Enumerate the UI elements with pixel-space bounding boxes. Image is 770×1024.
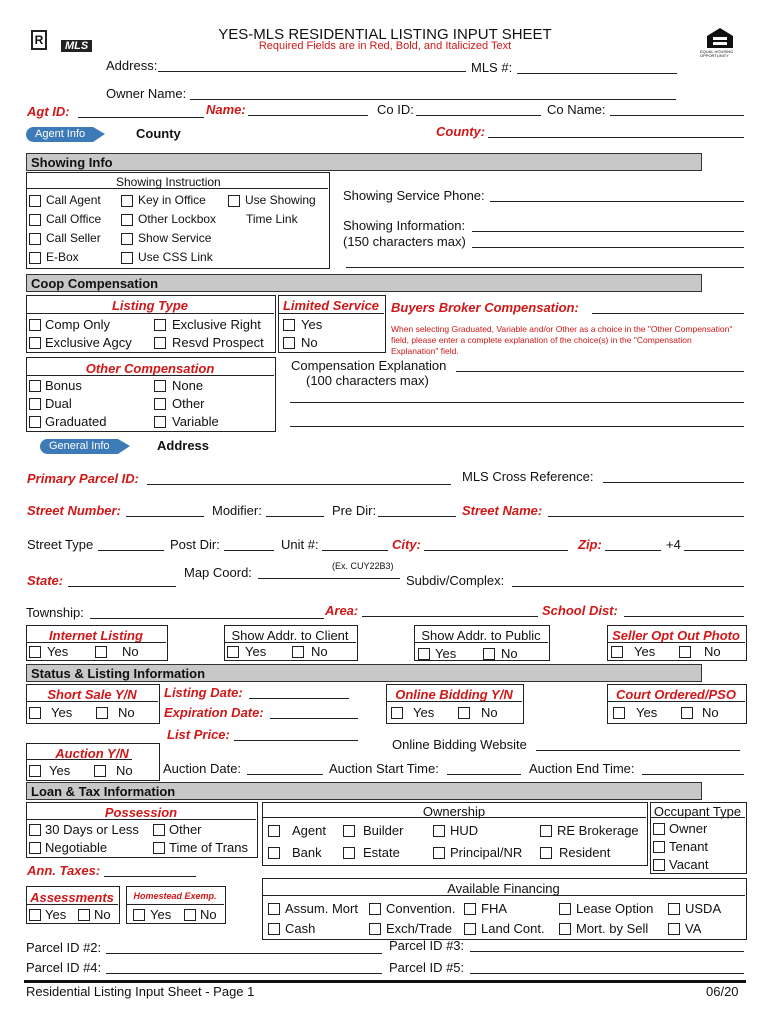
- mls-cross-label: MLS Cross Reference:: [462, 469, 594, 484]
- cash-label: Cash: [285, 921, 316, 936]
- co-id-field[interactable]: [416, 115, 541, 116]
- limited-service-yes-label: Yes: [301, 317, 323, 332]
- zip-field[interactable]: [605, 550, 661, 551]
- school-dist-label: School Dist:: [542, 603, 618, 618]
- listing-date-field[interactable]: [249, 698, 349, 699]
- css-link-label: Use CSS Link: [138, 250, 213, 264]
- negotiable-checkbox[interactable]: [29, 842, 41, 854]
- estate-label: Estate: [363, 845, 400, 860]
- divider: [224, 642, 356, 643]
- exch-trade-label: Exch/Trade: [386, 921, 452, 936]
- online-bidding-no-checkbox[interactable]: [458, 707, 470, 719]
- area-label: Area:: [325, 603, 359, 618]
- online-bidding-website-label: Online Bidding Website: [392, 737, 527, 752]
- agt-id-label: Agt ID:: [27, 104, 70, 119]
- parcel2-label: Parcel ID #2:: [26, 940, 102, 955]
- divider: [26, 904, 118, 905]
- divider: [26, 759, 132, 760]
- internet-listing-yes-label: Yes: [47, 644, 69, 659]
- use-showing-checkbox[interactable]: [228, 195, 240, 207]
- ownership-header: Ownership: [422, 804, 486, 819]
- call-office-checkbox[interactable]: [29, 214, 41, 226]
- page-title: YES-MLS RESIDENTIAL LISTING INPUT SHEET: [218, 26, 552, 43]
- va-label: VA: [685, 921, 702, 936]
- owner-label: Owner: [669, 821, 708, 836]
- co-id-label: Co ID:: [377, 102, 414, 117]
- ebox-label: E-Box: [46, 250, 79, 264]
- online-bidding-website-field[interactable]: [536, 750, 740, 751]
- loan-tax-title: Loan & Tax Information: [31, 784, 176, 799]
- time-trans-checkbox[interactable]: [153, 842, 165, 854]
- realtor-r-icon: R: [31, 30, 47, 50]
- showing-information-label: Showing Information:: [343, 218, 466, 233]
- divider: [26, 819, 256, 820]
- negotiable-label: Negotiable: [45, 840, 108, 855]
- ann-taxes-field[interactable]: [104, 876, 196, 877]
- bank-label: Bank: [292, 845, 322, 860]
- resvd-prospect-checkbox[interactable]: [154, 337, 166, 349]
- court-ordered-yes-label: Yes: [636, 705, 658, 720]
- limited-service-no-checkbox[interactable]: [283, 337, 295, 349]
- divider: [26, 375, 274, 376]
- auction-start-field[interactable]: [447, 774, 521, 775]
- auction-yes-checkbox[interactable]: [29, 765, 41, 777]
- show-addr-public-no-checkbox[interactable]: [483, 648, 495, 660]
- parcel5-field[interactable]: [470, 973, 744, 974]
- other-label: Other: [172, 396, 205, 411]
- map-coord-example: (Ex. CUY22B3): [332, 561, 394, 571]
- key-office-checkbox[interactable]: [121, 195, 133, 207]
- footer-page-label: Residential Listing Input Sheet - Page 1: [26, 984, 255, 999]
- township-label: Township:: [26, 605, 84, 620]
- vacant-checkbox[interactable]: [653, 859, 665, 871]
- agent-label: Agent: [292, 823, 326, 838]
- limited-service-header: Limited Service: [282, 298, 380, 313]
- show-service-checkbox[interactable]: [121, 233, 133, 245]
- assessments-yes-label: Yes: [45, 907, 67, 922]
- homestead-no-checkbox[interactable]: [184, 909, 196, 921]
- loan-tax-bar: [26, 782, 702, 800]
- divider: [26, 701, 158, 702]
- map-coord-field[interactable]: [258, 578, 400, 579]
- dual-label: Dual: [45, 396, 72, 411]
- service-phone-field[interactable]: [490, 201, 744, 202]
- list-price-field[interactable]: [234, 740, 358, 741]
- agent-info-pill: Agent Info: [26, 127, 93, 142]
- street-number-label: Street Number:: [27, 503, 121, 518]
- footer-date: 06/20: [706, 984, 739, 999]
- divider: [26, 188, 328, 189]
- occupant-type-header: Occupant Type: [653, 804, 742, 819]
- showing-info-title: Showing Info: [31, 155, 113, 170]
- convention-checkbox[interactable]: [369, 903, 381, 915]
- owner-name-field[interactable]: [190, 99, 676, 100]
- key-office-label: Key in Office: [138, 193, 206, 207]
- unit-field[interactable]: [322, 550, 388, 551]
- list-price-label: List Price:: [167, 727, 230, 742]
- general-info-pill: General Info: [40, 439, 118, 454]
- use-showing-label: Use Showing: [245, 193, 316, 207]
- equal-housing-icon: [704, 26, 736, 48]
- showing-information-field-3[interactable]: [346, 267, 744, 268]
- va-checkbox[interactable]: [668, 923, 680, 935]
- modifier-field[interactable]: [266, 516, 324, 517]
- assessments-header: Assessments: [30, 890, 114, 905]
- subdiv-label: Subdiv/Complex:: [406, 573, 505, 588]
- possession-other-checkbox[interactable]: [153, 824, 165, 836]
- county-section-header: County: [136, 126, 181, 141]
- hud-checkbox[interactable]: [433, 825, 445, 837]
- time-trans-label: Time of Trans: [169, 840, 248, 855]
- co-name-field[interactable]: [610, 115, 744, 116]
- mls-logo-text: MLS: [61, 40, 92, 52]
- graduated-label: Graduated: [45, 414, 107, 429]
- principal-nr-checkbox[interactable]: [433, 847, 445, 859]
- buyers-broker-field[interactable]: [592, 313, 744, 314]
- other-checkbox[interactable]: [154, 398, 166, 410]
- co-name-label: Co Name:: [547, 102, 606, 117]
- parcel3-field[interactable]: [470, 951, 744, 952]
- divider: [126, 904, 224, 905]
- street-type-field[interactable]: [98, 550, 164, 551]
- expiration-date-label: Expiration Date:: [164, 705, 264, 720]
- street-name-label: Street Name:: [462, 503, 543, 518]
- comp-only-checkbox[interactable]: [29, 319, 41, 331]
- divider: [414, 642, 548, 643]
- variable-label: Variable: [172, 414, 219, 429]
- coop-compensation-title: Coop Compensation: [31, 276, 159, 291]
- coop-compensation-bar: [26, 274, 702, 292]
- address-section-header: Address: [157, 438, 210, 453]
- seller-opt-out-yes-checkbox[interactable]: [611, 646, 623, 658]
- days30-checkbox[interactable]: [29, 824, 41, 836]
- show-addr-client-no-label: No: [311, 644, 328, 659]
- zip-label: Zip:: [578, 537, 602, 552]
- land-cont-checkbox[interactable]: [464, 923, 476, 935]
- parcel2-field[interactable]: [106, 953, 382, 954]
- parcel4-label: Parcel ID #4:: [26, 960, 102, 975]
- city-label: City:: [392, 537, 421, 552]
- show-addr-client-yes-label: Yes: [245, 644, 267, 659]
- county-label: County:: [436, 124, 486, 139]
- post-dir-label: Post Dir:: [170, 537, 220, 552]
- re-brokerage-label: RE Brokerage: [557, 823, 639, 838]
- assessments-yes-checkbox[interactable]: [29, 909, 41, 921]
- showing-info-bar: [26, 153, 702, 171]
- showing-information-field-2[interactable]: [472, 247, 744, 248]
- estate-checkbox[interactable]: [343, 847, 355, 859]
- show-addr-public-no-label: No: [501, 646, 518, 661]
- comp-explanation-label: Compensation Explanation: [291, 358, 447, 373]
- cash-checkbox[interactable]: [268, 923, 280, 935]
- hud-label: HUD: [450, 823, 479, 838]
- show-addr-client-yes-checkbox[interactable]: [227, 646, 239, 658]
- address-label: Address:: [106, 58, 158, 73]
- bonus-label: Bonus: [45, 378, 82, 393]
- financing-header: Available Financing: [447, 881, 560, 896]
- other-comp-header: Other Compensation: [85, 361, 215, 376]
- homestead-yes-label: Yes: [150, 907, 172, 922]
- css-link-checkbox[interactable]: [121, 252, 133, 264]
- divider: [278, 313, 384, 314]
- auction-header: Auction Y/N: [55, 746, 129, 761]
- divider: [26, 313, 274, 314]
- call-seller-checkbox[interactable]: [29, 233, 41, 245]
- none-checkbox[interactable]: [154, 380, 166, 392]
- mort-sell-label: Mort. by Sell: [576, 921, 649, 936]
- variable-checkbox[interactable]: [154, 416, 166, 428]
- parcel4-field[interactable]: [106, 973, 382, 974]
- divider: [26, 642, 166, 643]
- exclusive-right-label: Exclusive Right: [172, 317, 261, 332]
- days30-label: 30 Days or Less: [45, 822, 139, 837]
- call-office-label: Call Office: [46, 212, 102, 226]
- divider: [607, 701, 745, 702]
- post-dir-field[interactable]: [224, 550, 274, 551]
- auction-no-label: No: [116, 763, 133, 778]
- divider: [262, 895, 745, 896]
- show-addr-public-yes-label: Yes: [435, 646, 457, 661]
- re-brokerage-checkbox[interactable]: [540, 825, 552, 837]
- ebox-checkbox[interactable]: [29, 252, 41, 264]
- internet-listing-no-label: No: [122, 644, 139, 659]
- online-bidding-header: Online Bidding Y/N: [395, 687, 513, 702]
- owner-checkbox[interactable]: [653, 823, 665, 835]
- builder-checkbox[interactable]: [343, 825, 355, 837]
- assessments-no-label: No: [94, 907, 111, 922]
- exch-trade-checkbox[interactable]: [369, 923, 381, 935]
- homestead-no-label: No: [200, 907, 217, 922]
- seller-opt-out-yes-label: Yes: [634, 644, 656, 659]
- agt-id-field[interactable]: [78, 117, 204, 118]
- seller-opt-out-no-label: No: [704, 644, 721, 659]
- township-field[interactable]: [90, 618, 324, 619]
- exclusive-right-checkbox[interactable]: [154, 319, 166, 331]
- tenant-label: Tenant: [669, 839, 709, 854]
- subdiv-field[interactable]: [512, 586, 744, 587]
- showing-info-max: (150 characters max): [343, 234, 466, 249]
- parcel5-label: Parcel ID #5:: [389, 960, 465, 975]
- assum-mort-checkbox[interactable]: [268, 903, 280, 915]
- convention-label: Convention.: [386, 901, 456, 916]
- state-label: State:: [27, 573, 64, 588]
- plus4-label: +4: [666, 537, 681, 552]
- bank-checkbox[interactable]: [268, 847, 280, 859]
- show-addr-public-header: Show Addr. to Public: [421, 628, 541, 643]
- comp-only-label: Comp Only: [45, 317, 111, 332]
- limited-service-yes-checkbox[interactable]: [283, 319, 295, 331]
- auction-date-field[interactable]: [247, 774, 323, 775]
- auction-yes-label: Yes: [49, 763, 71, 778]
- vacant-label: Vacant: [669, 857, 709, 872]
- show-addr-client-no-checkbox[interactable]: [292, 646, 304, 658]
- school-dist-field[interactable]: [624, 616, 744, 617]
- comp-explanation-field[interactable]: [456, 371, 744, 372]
- call-seller-label: Call Seller: [46, 231, 101, 245]
- expiration-date-field[interactable]: [270, 718, 358, 719]
- possession-other-label: Other: [169, 822, 202, 837]
- plus4-field[interactable]: [684, 550, 744, 551]
- fha-label: FHA: [481, 901, 507, 916]
- online-bidding-yes-checkbox[interactable]: [391, 707, 403, 719]
- status-listing-bar: [26, 664, 702, 682]
- area-field[interactable]: [362, 616, 538, 617]
- show-addr-client-header: Show Addr. to Client: [231, 628, 349, 643]
- exclusive-agcy-label: Exclusive Agcy: [45, 335, 132, 350]
- homestead-header: Homestead Exemp.: [133, 891, 217, 901]
- dual-checkbox[interactable]: [29, 398, 41, 410]
- pre-dir-label: Pre Dir:: [332, 503, 377, 518]
- none-label: None: [172, 378, 204, 393]
- usda-label: USDA: [685, 901, 722, 916]
- showing-information-field[interactable]: [472, 231, 744, 232]
- online-bidding-no-label: No: [481, 705, 498, 720]
- land-cont-label: Land Cont.: [481, 921, 545, 936]
- time-link-label: Time Link: [246, 212, 298, 226]
- comp-explanation-field-3[interactable]: [290, 426, 744, 427]
- assum-mort-label: Assum. Mort: [285, 901, 358, 916]
- internet-listing-yes-checkbox[interactable]: [29, 646, 41, 658]
- equal-housing-text: EQUAL HOUSING OPPORTUNITY: [700, 49, 734, 58]
- fha-checkbox[interactable]: [464, 903, 476, 915]
- bonus-checkbox[interactable]: [29, 380, 41, 392]
- street-type-label: Street Type: [27, 537, 94, 552]
- resident-label: Resident: [559, 845, 611, 860]
- auction-end-field[interactable]: [642, 774, 744, 775]
- other-lockbox-label: Other Lockbox: [138, 212, 217, 226]
- call-agent-label: Call Agent: [46, 193, 101, 207]
- divider: [386, 701, 522, 702]
- county-field[interactable]: [488, 137, 744, 138]
- call-agent-checkbox[interactable]: [29, 195, 41, 207]
- primary-parcel-label: Primary Parcel ID:: [27, 471, 140, 486]
- mls-number-field[interactable]: [517, 73, 677, 74]
- modifier-label: Modifier:: [212, 503, 262, 518]
- compensation-note: When selecting Graduated, Variable and/or Other as a choice in the "Other Compensation" field, please enter a complete explanation of the choice(s) in the "Compensation Explanation" field.: [391, 324, 733, 356]
- assessments-no-checkbox[interactable]: [78, 909, 90, 921]
- lease-option-label: Lease Option: [576, 901, 654, 916]
- resident-checkbox[interactable]: [540, 847, 552, 859]
- court-ordered-yes-checkbox[interactable]: [613, 707, 625, 719]
- court-ordered-header: Court Ordered/PSO: [616, 687, 736, 702]
- comp-explanation-max: (100 characters max): [306, 373, 429, 388]
- footer-rule: [24, 980, 746, 983]
- agent-checkbox[interactable]: [268, 825, 280, 837]
- other-lockbox-checkbox[interactable]: [121, 214, 133, 226]
- lease-option-checkbox[interactable]: [559, 903, 571, 915]
- court-ordered-no-checkbox[interactable]: [681, 707, 693, 719]
- usda-checkbox[interactable]: [668, 903, 680, 915]
- short-sale-yes-label: Yes: [51, 705, 73, 720]
- status-listing-title: Status & Listing Information: [31, 666, 206, 681]
- mls-cross-field[interactable]: [603, 482, 744, 483]
- mort-sell-checkbox[interactable]: [559, 923, 571, 935]
- ann-taxes-label: Ann. Taxes:: [27, 863, 101, 878]
- auction-no-checkbox[interactable]: [94, 765, 106, 777]
- seller-opt-out-header: Seller Opt Out Photo: [612, 628, 740, 643]
- agent-name-label: Name:: [206, 102, 246, 117]
- auction-start-label: Auction Start Time:: [329, 761, 439, 776]
- graduated-checkbox[interactable]: [29, 416, 41, 428]
- limited-service-no-label: No: [301, 335, 318, 350]
- map-coord-label: Map Coord:: [184, 565, 252, 580]
- divider: [262, 817, 646, 818]
- address-field[interactable]: [158, 71, 466, 72]
- comp-explanation-field-2[interactable]: [290, 402, 744, 403]
- seller-opt-out-no-checkbox[interactable]: [679, 646, 691, 658]
- divider: [607, 642, 745, 643]
- show-addr-public-yes-checkbox[interactable]: [418, 648, 430, 660]
- court-ordered-no-label: No: [702, 705, 719, 720]
- short-sale-no-checkbox[interactable]: [96, 707, 108, 719]
- builder-label: Builder: [363, 823, 404, 838]
- auction-date-label: Auction Date:: [163, 761, 242, 776]
- show-service-label: Show Service: [138, 231, 212, 245]
- showing-instruction-header: Showing Instruction: [116, 175, 221, 189]
- state-field[interactable]: [68, 586, 176, 587]
- street-name-field[interactable]: [548, 516, 744, 517]
- short-sale-header: Short Sale Y/N: [47, 687, 137, 702]
- tenant-checkbox[interactable]: [653, 841, 665, 853]
- agent-name-field[interactable]: [248, 115, 368, 116]
- street-number-field[interactable]: [126, 516, 204, 517]
- exclusive-agcy-checkbox[interactable]: [29, 337, 41, 349]
- divider: [650, 817, 745, 818]
- listing-type-header: Listing Type: [111, 298, 189, 313]
- page-subtitle: Required Fields are in Red, Bold, and Italicized Text: [258, 40, 512, 52]
- buyers-broker-label: Buyers Broker Compensation:: [391, 300, 579, 315]
- primary-parcel-field[interactable]: [147, 484, 451, 485]
- online-bidding-yes-label: Yes: [413, 705, 435, 720]
- unit-label: Unit #:: [281, 537, 319, 552]
- resvd-prospect-label: Resvd Prospect: [172, 335, 264, 350]
- short-sale-yes-checkbox[interactable]: [29, 707, 41, 719]
- homestead-yes-checkbox[interactable]: [133, 909, 145, 921]
- principal-nr-label: Principal/NR: [450, 845, 523, 860]
- mls-number-label: MLS #:: [471, 60, 513, 75]
- auction-end-label: Auction End Time:: [529, 761, 635, 776]
- owner-name-label: Owner Name:: [106, 86, 187, 101]
- internet-listing-header: Internet Listing: [49, 628, 143, 643]
- possession-header: Possession: [104, 805, 178, 820]
- city-field[interactable]: [424, 550, 568, 551]
- listing-date-label: Listing Date:: [164, 685, 243, 700]
- internet-listing-no-checkbox[interactable]: [95, 646, 107, 658]
- parcel3-label: Parcel ID #3:: [389, 938, 465, 953]
- short-sale-no-label: No: [118, 705, 135, 720]
- service-phone-label: Showing Service Phone:: [343, 188, 485, 203]
- pre-dir-field[interactable]: [378, 516, 456, 517]
